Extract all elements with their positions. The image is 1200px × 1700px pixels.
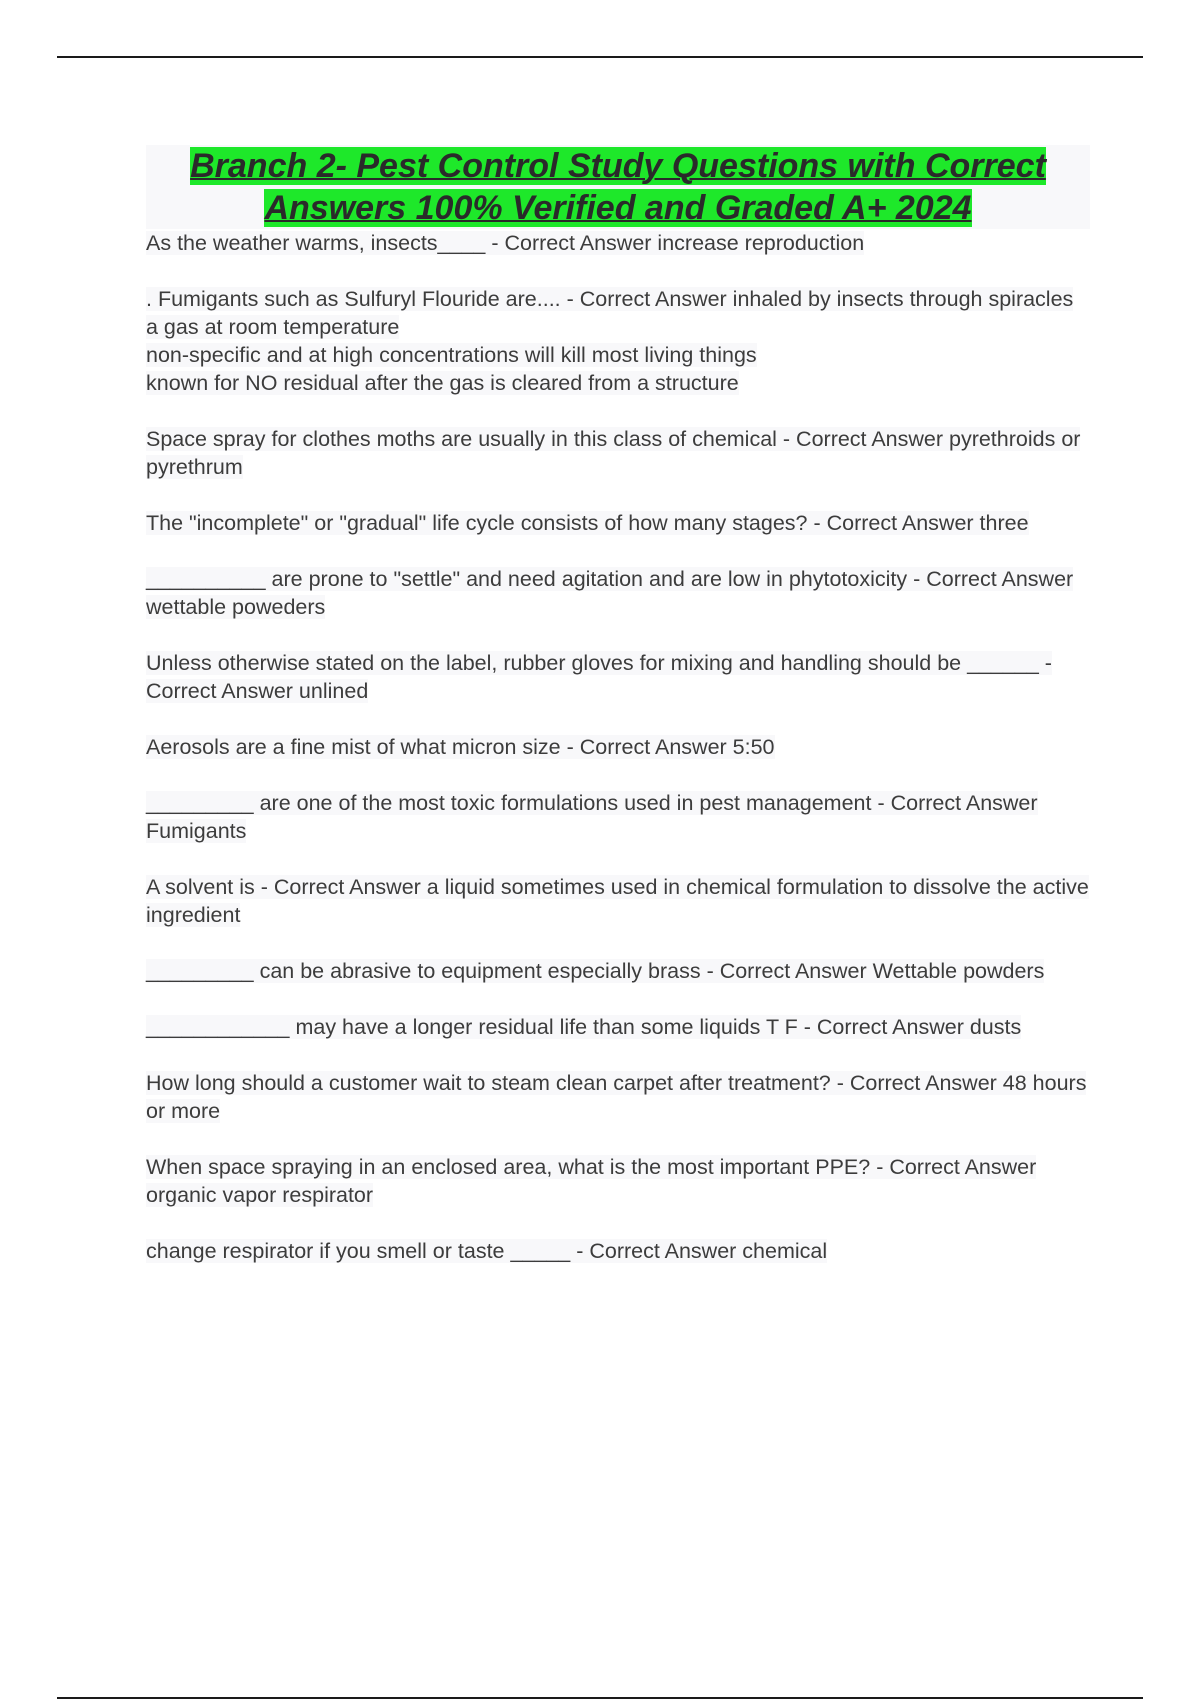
qa-item-text: __________ are prone to "settle" and need agitation and are low in phytotoxicity - Correct Answer wettable poweders [146, 567, 1074, 619]
qa-item-text: How long should a customer wait to steam clean carpet after treatment? - Correct Answer 48 hours or more [146, 1071, 1087, 1123]
qa-item-text: Space spray for clothes moths are usually in this class of chemical - Correct Answer pyrethroids or pyrethrum [146, 427, 1081, 479]
qa-item [146, 1237, 1090, 1265]
qa-item-text: The "incomplete" or "gradual" life cycle consists of how many stages? - Correct Answer three [146, 511, 1029, 535]
qa-item [146, 229, 1090, 257]
document-body [146, 145, 1090, 1293]
qa-item [146, 565, 1090, 621]
top-rule [57, 56, 1143, 58]
qa-item-text: As the weather warms, insects____ - Correct Answer increase reproduction [146, 231, 865, 255]
qa-item [146, 1153, 1090, 1209]
qa-item-text: A solvent is - Correct Answer a liquid sometimes used in chemical formulation to dissolve the active ingredient [146, 875, 1089, 927]
title-block [146, 145, 1090, 229]
qa-item [146, 285, 1090, 397]
qa-item [146, 649, 1090, 705]
qa-item [146, 873, 1090, 929]
qa-item [146, 957, 1090, 985]
qa-item [146, 425, 1090, 481]
qa-item [146, 509, 1090, 537]
document-title [150, 145, 1086, 229]
qa-list [146, 229, 1090, 1265]
qa-item-text: . Fumigants such as Sulfuryl Flouride are.... - Correct Answer inhaled by insects through spiracles a gas at room temperature non-specific and at high concentrations will kill most living things known for NO residual after the gas is cleared from a structure [146, 287, 1074, 395]
qa-item-text: When space spraying in an enclosed area, what is the most important PPE? - Correct Answer organic vapor respirator [146, 1155, 1037, 1207]
qa-item-text: _________ can be abrasive to equipment especially brass - Correct Answer Wettable powders [146, 959, 1045, 983]
qa-item-text: Aerosols are a fine mist of what micron size - Correct Answer 5:50 [146, 735, 775, 759]
qa-item-text: _________ are one of the most toxic formulations used in pest management - Correct Answer Fumigants [146, 791, 1038, 843]
qa-item [146, 1013, 1090, 1041]
qa-item-text: change respirator if you smell or taste _____ - Correct Answer chemical [146, 1239, 828, 1263]
qa-item [146, 733, 1090, 761]
qa-item [146, 789, 1090, 845]
bottom-rule [57, 1697, 1143, 1699]
document-title-text: Branch 2- Pest Control Study Questions with Correct Answers 100% Verified and Graded A+ 2024 [190, 147, 1046, 227]
qa-item-text: Unless otherwise stated on the label, rubber gloves for mixing and handling should be ______ - Correct Answer unlined [146, 651, 1052, 703]
qa-item-text: ____________ may have a longer residual life than some liquids T F - Correct Answer dusts [146, 1015, 1022, 1039]
qa-item [146, 1069, 1090, 1125]
